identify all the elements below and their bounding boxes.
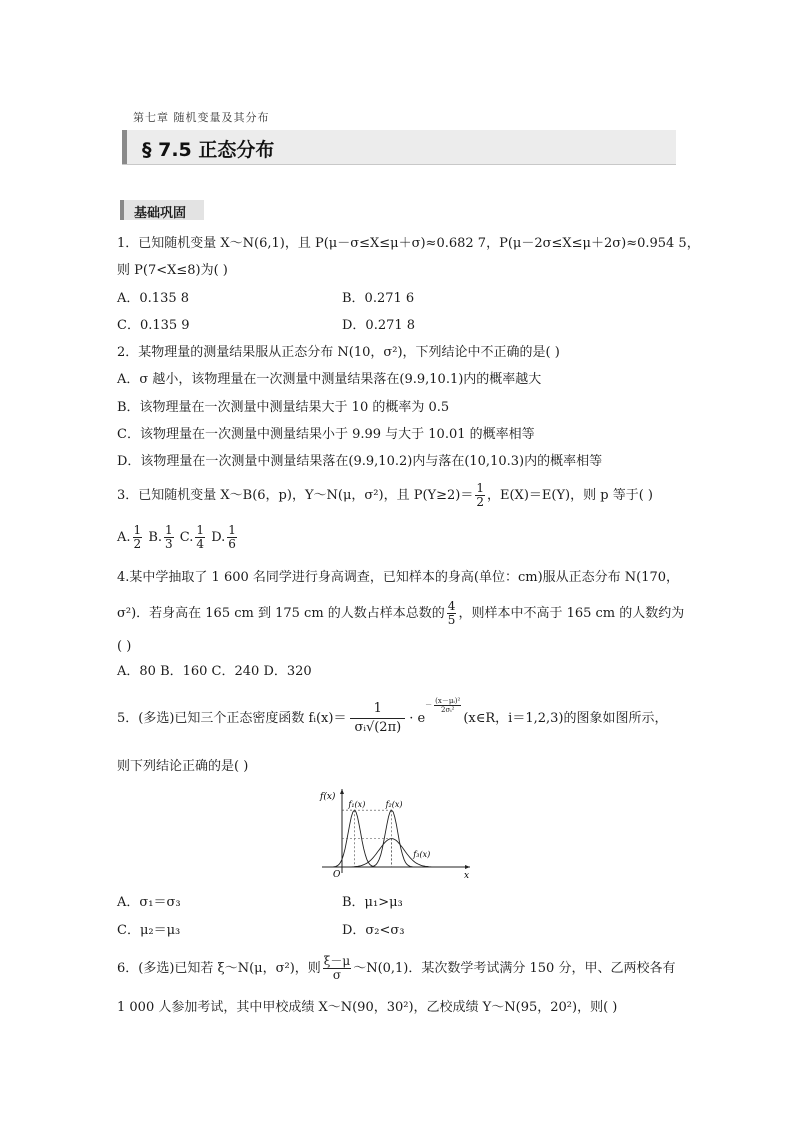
q3-options [117,524,239,551]
q3-frac-den: 2 [476,495,484,509]
section-tag [120,200,204,220]
section-tag-label: 基础巩固 [134,206,187,221]
q5-fraction [350,700,405,737]
tag-accent [120,200,124,220]
q6-fraction [323,955,351,982]
q5-option-a: A．σ₁＝σ₃ [117,895,181,910]
x-axis-label: x [464,871,470,881]
chapter-header: 第七章 随机变量及其分布 [133,111,270,124]
q3-opt-a-den: 2 [133,537,142,551]
q1-option-c: C．0.135 9 [117,318,190,333]
q3-opt-c-num: 1 [196,523,205,537]
q3-opt-a [117,523,144,551]
q4-line2 [117,600,684,627]
q2-stem: 2．某物理量的测量结果服从正态分布 N(10，σ²)，下列结论中不正确的是( ) [117,345,560,360]
q6-frac-num: ξ－μ [323,954,351,968]
q3-opt-c [179,523,207,551]
q6-stem [117,955,675,982]
q3-opt-a-label: A. [117,530,131,545]
q6-line2: 1 000 人参加考试，其中甲校成绩 X～N(90，30²)，乙校成绩 Y～N(95，20²)，则( ) [117,1000,618,1015]
curve-f1-label: f₁(x) [348,800,366,810]
q4-frac-den: 5 [447,613,456,627]
q6-stem-b: ～N(0,1)．某次数学考试满分 150 分，甲、乙两校各有 [353,961,676,976]
q1-option-b: B．0.271 6 [342,291,415,306]
q3-stem-a: 3．已知随机变量 X～B(6，p)，Y～N(μ，σ²)，且 P(Y≥2)＝ [117,488,474,503]
q5-stem-a: 5．(多选)已知三个正态密度函数 fᵢ(x)＝ [117,711,347,726]
q4-line1: 4.某中学抽取了 1 600 名同学进行身高调查，已知样本的身高(单位：cm)服从正态分布 N(170， [117,570,680,585]
q3-opt-d-label: D. [211,530,226,545]
q1-line2: 则 P(7<X≤8)为( ) [117,263,228,278]
q3-opt-c-frac [195,524,205,551]
q6-frac-den: σ [332,968,342,982]
q4-options: A．80 B．160 C．240 D．320 [117,664,312,679]
q3-opt-c-den: 4 [196,537,205,551]
q5-exp-num: (x－μᵢ)² [435,696,461,705]
curve-f2-label: f₂(x) [385,800,403,810]
q4-line2-a: σ²)．若身高在 165 cm 到 175 cm 的人数占样本总数的 [117,606,445,621]
q5-frac-den: σᵢ√(2π) [354,720,402,735]
q5-stem-b: (x∈R，i＝1,2,3)的图象如图所示， [463,711,668,726]
q6-stem-a: 6．(多选)已知若 ξ～N(μ，σ²)，则 [117,961,321,976]
q3-fraction [475,482,485,509]
q3-opt-a-num: 1 [133,523,142,537]
q3-stem-b: ，E(X)＝E(Y)，则 p 等于( ) [487,488,653,503]
normal-density-chart [318,785,478,881]
q3-opt-d-num: 1 [228,523,236,537]
section-title-bar [122,130,676,165]
q3-opt-d-den: 6 [228,537,236,551]
q2-option-d: D．该物理量在一次测量中测量结果落在(9.9,10.2)内与落在(10,10.3)内的概率相等 [117,454,603,469]
q5-option-b: B．μ₁>μ₃ [342,895,403,910]
q3-opt-b-frac [164,524,174,551]
q3-opt-a-frac [133,524,143,551]
q4-line3: ( ) [117,639,132,654]
curve-f3 [323,839,466,867]
q2-option-a: A．σ 越小，该物理量在一次测量中测量结果落在(9.9,10.1)内的概率越大 [117,372,542,387]
q5-exp-sign: － [425,701,433,709]
q5-option-d: D．σ₂<σ₃ [342,923,405,938]
curve-f3-label: f₃(x) [413,849,431,859]
q5-option-c: C．μ₂＝μ₃ [117,923,181,938]
q3-opt-d [211,523,239,551]
curve-f2 [323,810,466,867]
q5-frac-num: 1 [350,700,405,719]
q5-exp-frac [434,697,461,714]
q4-line2-b: ，则样本中不高于 165 cm 的人数约为 [458,606,685,621]
q3-opt-b-num: 1 [165,523,173,537]
q1-line1: 1．已知随机变量 X～N(6,1)，且 P(μ－σ≤X≤μ＋σ)≈0.682 7，P(μ－2σ≤X≤μ＋2σ)≈0.954 5， [117,236,700,251]
q3-opt-c-label: C. [179,530,194,545]
y-axis-label: f(x) [320,792,336,802]
q3-opt-b-label: B. [148,530,162,545]
q2-option-c: C．该物理量在一次测量中测量结果小于 9.99 与大于 10.01 的概率相等 [117,427,535,442]
q5-stem [117,696,668,737]
q5-exponent [425,696,463,714]
q1-option-a: A．0.135 8 [117,291,190,306]
q5-mid: · e [409,711,426,726]
q3-stem [117,482,653,509]
q3-frac-num: 1 [476,481,484,495]
origin-label: O [333,870,341,880]
q5-line2: 则下列结论正确的是( ) [117,759,249,774]
q3-opt-b [148,523,175,551]
q3-opt-b-den: 3 [165,537,173,551]
q2-option-b: B．该物理量在一次测量中测量结果大于 10 的概率为 0.5 [117,400,450,415]
q3-opt-d-frac [227,524,237,551]
q5-exp-den: 2σᵢ² [441,705,455,714]
q4-frac-num: 4 [447,599,456,613]
title-accent [122,130,127,164]
q1-option-d: D．0.271 8 [342,318,416,333]
section-title: § 7.5 正态分布 [142,139,275,161]
y-axis-arrow [340,789,344,794]
q4-fraction [447,600,457,627]
